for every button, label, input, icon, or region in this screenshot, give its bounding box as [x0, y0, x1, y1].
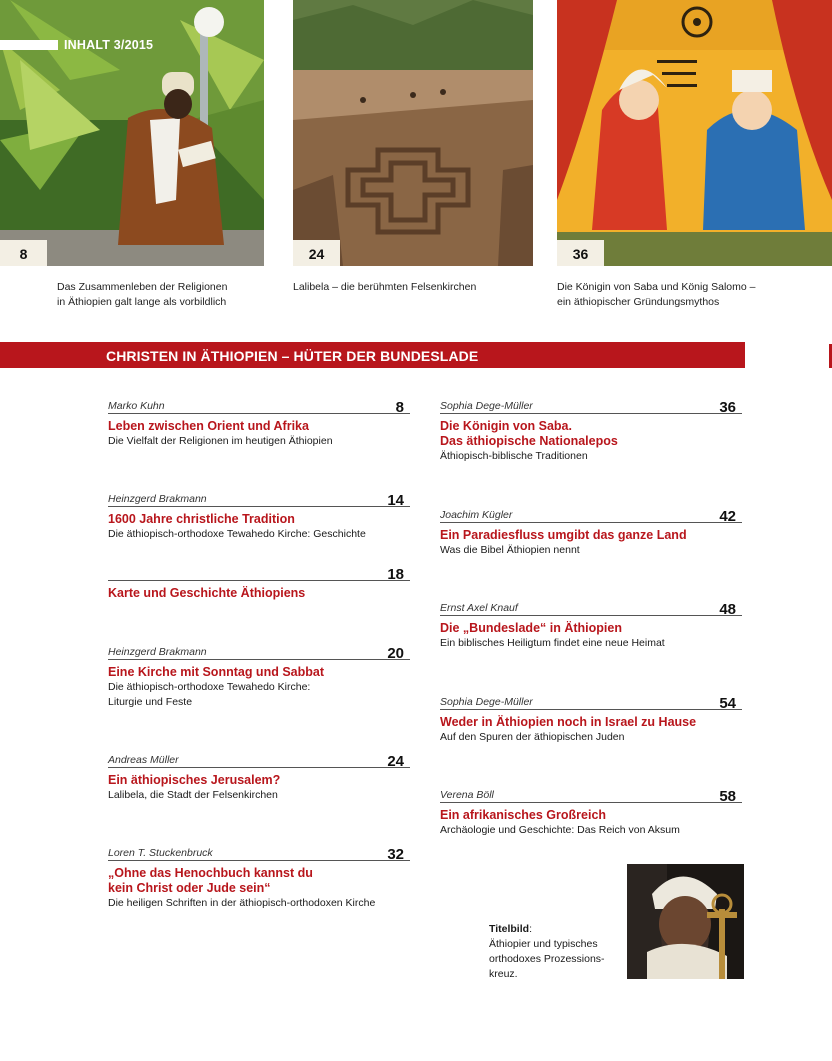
article-subtitle: Lalibela, die Stadt der Felsenkirchen	[108, 789, 278, 801]
article-title[interactable]: Ein Paradiesfluss umgibt das ganze Land	[440, 528, 687, 542]
article-title[interactable]: Ein äthiopisches Jerusalem?	[108, 773, 281, 787]
photo-lalibela-image	[293, 0, 533, 266]
cover-caption-line: kreuz.	[489, 968, 518, 980]
cover-photo-image	[627, 864, 744, 979]
page-number: 32	[387, 846, 404, 863]
author-name: Sophia Dege-Müller	[440, 400, 533, 412]
page-number: 8	[395, 399, 404, 416]
author-name: Verena Böll	[440, 789, 494, 801]
page-number: 24	[387, 753, 404, 770]
photo-saba-painting[interactable]	[557, 0, 832, 266]
toc-entry[interactable]	[440, 600, 742, 651]
author-name: Heinzgerd Brakmann	[108, 646, 207, 658]
issue-label: INHALT 3/2015	[64, 38, 154, 52]
toc-entry[interactable]	[440, 787, 742, 838]
article-subtitle: Die Vielfalt der Religionen im heutigen Äthiopien	[108, 435, 333, 447]
caption-line: Das Zusammenleben der Religionen	[57, 281, 228, 293]
page-number: 36	[719, 399, 736, 416]
article-title[interactable]: Die „Bundeslade“ in Äthiopien	[440, 621, 622, 635]
toc-entry[interactable]	[108, 398, 410, 449]
article-title[interactable]: „Ohne das Henochbuch kannst du	[108, 866, 313, 880]
cover-caption-line: orthodoxes Prozessions-	[489, 953, 605, 965]
page-number: 42	[719, 508, 736, 525]
cover-photo[interactable]	[627, 864, 744, 979]
author-name: Andreas Müller	[108, 754, 179, 766]
article-subtitle: Liturgie und Feste	[108, 696, 193, 708]
author-name: Sophia Dege-Müller	[440, 696, 533, 708]
page-number: 58	[719, 788, 736, 805]
page-number: 14	[387, 492, 404, 509]
page-number-badge: 24	[293, 240, 340, 266]
author-name: Loren T. Stuckenbruck	[108, 847, 213, 859]
article-title[interactable]: Karte und Geschichte Äthiopiens	[108, 586, 306, 600]
teaser-caption	[557, 280, 755, 310]
author-name: Heinzgerd Brakmann	[108, 493, 207, 505]
page-number-badge: 8	[0, 240, 47, 266]
issue-bar	[0, 40, 58, 50]
article-title[interactable]: Eine Kirche mit Sonntag und Sabbat	[108, 665, 324, 679]
article-subtitle: Äthiopisch-biblische Traditionen	[440, 450, 588, 462]
author-name: Ernst Axel Knauf	[440, 602, 518, 614]
caption-line: in Äthiopien galt lange als vorbildlich	[57, 296, 227, 308]
article-subtitle: Die äthiopisch-orthodoxe Tewahedo Kirche: Geschichte	[108, 528, 366, 540]
article-title[interactable]: Das äthiopische Nationalepos	[440, 434, 618, 448]
page-number: 20	[387, 645, 404, 662]
photo-lalibela[interactable]	[293, 0, 533, 266]
author-name: Joachim Kügler	[440, 509, 513, 521]
article-subtitle: Archäologie und Geschichte: Das Reich von Aksum	[440, 824, 680, 836]
toc-entry[interactable]	[440, 694, 742, 745]
cover-caption-line: Äthiopier und typisches	[489, 938, 598, 950]
article-title[interactable]: 1600 Jahre christliche Tradition	[108, 512, 295, 526]
toc-entry[interactable]	[108, 845, 410, 911]
caption-line: ein äthiopischer Gründungsmythos	[557, 296, 720, 308]
section-title: CHRISTEN IN ÄTHIOPIEN – HÜTER DER BUNDESLADE	[106, 348, 479, 364]
article-title[interactable]: Weder in Äthiopien noch in Israel zu Hause	[440, 715, 697, 729]
article-title[interactable]: Ein afrikanisches Großreich	[440, 808, 607, 822]
cover-caption-colon: :	[529, 923, 532, 935]
article-title[interactable]: Leben zwischen Orient und Afrika	[108, 419, 309, 433]
page-number: 18	[387, 566, 404, 583]
toc-entry[interactable]	[108, 565, 410, 601]
toc-entry[interactable]	[440, 398, 742, 464]
article-subtitle: Was die Bibel Äthiopien nennt	[440, 544, 580, 556]
page-number-badge: 36	[557, 240, 604, 266]
cover-caption-label: Titelbild	[489, 923, 530, 935]
teaser-caption	[57, 280, 227, 310]
article-title[interactable]: kein Christ oder Jude sein“	[108, 881, 271, 895]
photo-saba-image	[557, 0, 832, 266]
page-number: 48	[719, 601, 736, 618]
article-title[interactable]: Die Königin von Saba.	[440, 419, 572, 433]
article-subtitle: Auf den Spuren der äthiopischen Juden	[440, 731, 625, 743]
caption-line: Die Königin von Saba und König Salomo –	[557, 281, 756, 293]
author-name: Marko Kuhn	[108, 400, 165, 412]
toc-entry[interactable]	[108, 644, 410, 710]
cover-caption	[489, 922, 624, 982]
article-subtitle: Ein biblisches Heiligtum findet eine neue Heimat	[440, 637, 665, 649]
article-subtitle: Die heiligen Schriften in der äthiopisch-orthodoxen Kirche	[108, 897, 376, 909]
teaser-caption	[293, 280, 476, 295]
article-subtitle: Die äthiopisch-orthodoxe Tewahedo Kirche:	[108, 681, 311, 693]
toc-entry[interactable]	[108, 752, 410, 803]
toc-entry[interactable]	[108, 491, 410, 542]
caption-line: Lalibela – die berühmten Felsenkirchen	[293, 281, 477, 293]
page-number: 54	[719, 695, 736, 712]
toc-entry[interactable]	[440, 507, 742, 558]
